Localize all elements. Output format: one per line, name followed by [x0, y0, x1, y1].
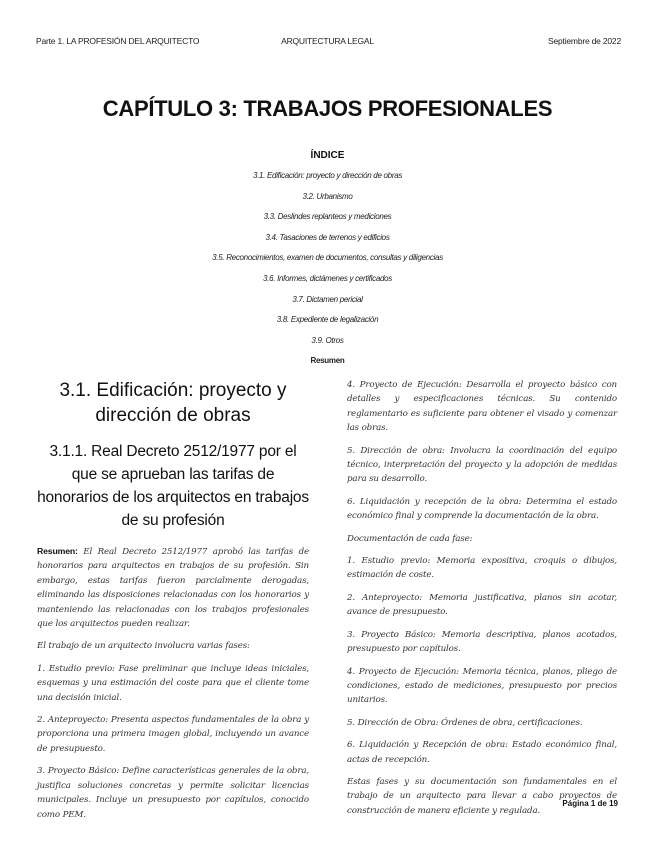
paragraph: 5. Dirección de obra: Involucra la coordinación del equipo técnico, interpretación del proyecto y la adopción de medidas para su desarrollo.: [347, 445, 617, 485]
paragraph: 6. Liquidación y Recepción de obra: Estado económico final, actas de recepción.: [347, 740, 617, 765]
right-column: [347, 378, 617, 826]
toc-item-summary[interactable]: Resumen: [310, 356, 345, 366]
paragraph: 2. Anteproyecto: Presenta aspectos fundamentales de la obra y proporciona una primera imagen global, incluyendo un avance de presupuesto.: [37, 715, 309, 754]
toc-item[interactable]: 3.3. Deslindes replanteos y mediciones: [263, 212, 392, 222]
toc-item[interactable]: 3.1. Edificación: proyecto y dirección de obras: [252, 171, 403, 180]
header-date: Septiembre de 2022: [548, 36, 621, 46]
summary-label: Resumen:: [37, 546, 78, 556]
header-subject: ARQUITECTURA LEGAL: [281, 36, 374, 46]
paragraph: 5. Dirección de Obra: Órdenes de obra, certificaciones.: [347, 717, 583, 728]
summary-text: El Real Decreto 2512/1977 aprobó las tarifas de honorarios para arquitectos en trabajos de su profesión. Sin embargo, estas tarifas fueron parcialmente derogadas, eliminando las disposiciones relacionadas con los honorarios y manteniendo las relacionadas con los trabajos profesionales que los arquitectos pueden realizar.: [37, 547, 309, 630]
paragraph: 2. Anteproyecto: Memoria justificativa, planos sin acotar, avance de presupuesto.: [347, 592, 617, 618]
paragraph: Documentación de cada fase:: [347, 533, 473, 544]
paragraph: 3. Proyecto Básico: Define características generales de la obra, justifica soluciones concretas y permite solicitar licencias municipales. Incluye un presupuesto por capítulos, conocido como PEM.: [37, 766, 309, 820]
subsection-heading: 3.1.1. Real Decreto 2512/1977 por el que se aprueban las tarifas de honorarios de los arquitectos en trabajos de su profesión: [37, 443, 309, 529]
left-column: [37, 378, 309, 830]
table-of-contents: [0, 150, 655, 372]
toc-heading: ÍNDICE: [310, 150, 345, 161]
toc-item[interactable]: 3.2. Urbanismo: [302, 191, 353, 201]
paragraph: 1. Estudio previo: Fase preliminar que incluye ideas iniciales, esquemas y una estimación del coste para que el cliente tome una decisión inicial.: [37, 663, 309, 703]
toc-item[interactable]: 3.8. Expediente de legalización: [276, 315, 379, 325]
toc-item[interactable]: 3.6. Informes, dictámenes y certificados: [263, 273, 392, 283]
page-number: Página 1 de 19: [562, 799, 618, 808]
section-heading: 3.1. Edificación: proyecto y dirección de obras: [59, 380, 287, 426]
paragraph: Estas fases y su documentación son fundamentales en el trabajo de un arquitecto para llevar a cabo proyectos de construcción de manera eficiente y regulada.: [347, 776, 617, 816]
paragraph: 6. Liquidación y recepción de la obra: Determina el estado económico final y comprende la documentación de la obra.: [347, 496, 617, 522]
toc-item[interactable]: 3.4. Tasaciones de terrenos y edificios: [265, 232, 390, 242]
paragraph: 1. Estudio previo: Memoria expositiva, croquis o dibujos, estimación de coste.: [347, 556, 617, 581]
toc-item[interactable]: 3.9. Otros: [311, 335, 344, 345]
paragraph: 4. Proyecto de Ejecución: Memoria técnica, planos, pliego de condiciones, estado de mediciones, presupuesto por precios unitarios.: [347, 666, 617, 706]
summary-paragraph: [37, 544, 309, 631]
toc-item[interactable]: 3.7. Dictamen pericial: [292, 294, 363, 304]
paragraph: 3. Proyecto Básico: Memoria descriptiva, planos acotados, presupuesto por capítulos.: [347, 629, 617, 655]
toc-item[interactable]: 3.5. Reconocimientos, examen de documentos, consultas y diligencias: [212, 253, 443, 263]
header-part: Parte 1. LA PROFESIÓN DEL ARQUITECTO: [36, 36, 200, 46]
paragraph: El trabajo de un arquitecto involucra varias fases:: [37, 641, 250, 652]
chapter-title: CAPÍTULO 3: TRABAJOS PROFESIONALES: [102, 96, 553, 121]
paragraph: 4. Proyecto de Ejecución: Desarrolla el proyecto básico con detalles y especificaciones técnicas. Su contenido reglamentario es suficiente para obtener el visado y comenzar las obras.: [347, 380, 617, 434]
